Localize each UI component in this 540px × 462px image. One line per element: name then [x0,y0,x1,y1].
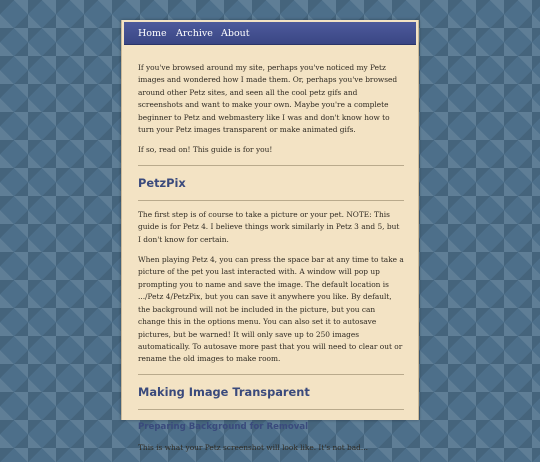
intro-paragraph: If you've browsed around my site, perhaps you've noticed my Petz images and wondered how I made them. Or, perhaps you've browsed around other Petz sites, and seen all the cool petz gifs and screenshots and want to make your own. Maybe you're a complete beginner to Petz and webmastery like I was and don't know how to turn your Petz images transparent or make animated gifs. [138,63,398,135]
transparent-paragraph-1: This is what your Petz screenshot will look like. It's not bad... [138,442,368,452]
nav-home-link[interactable]: Home [138,28,167,39]
nav-archive-link[interactable]: Archive [176,28,213,39]
section-heading-petzpix: PetzPix [138,175,186,190]
article [138,62,404,462]
petzpix-paragraph-1: The first step is of course to take a picture or your pet. NOTE: This guide is for Petz 4. I believe things work similarly in Petz 3 and 5, but I don't know for certain. [138,209,400,244]
divider [138,374,404,375]
intro-callout: If so, read on! This guide is for you! [138,145,273,155]
petzpix-paragraph-2: When playing Petz 4, you can press the space bar at any time to take a picture of the pet you last interacted with. A window will pop up prompting you to name and save the image. The default location is .../Petz 4/PetzPix, but you can save it anywhere you like. By default, the background will not be included in the picture, but you can change this in the options menu. You can also set it to autosave pictures, but be warned! It will only save up to 250 images automatically. To autosave more past that you will need to clear out or rename the old images to make room. [138,255,404,364]
subheading-preparing-background: Preparing Background for Removal [138,421,309,432]
nav-bar [124,22,416,45]
divider [138,200,404,201]
section-heading-transparent: Making Image Transparent [138,384,310,399]
nav-about-link[interactable]: About [221,28,250,39]
divider [138,165,404,166]
content-page [121,20,419,452]
divider [138,409,404,410]
